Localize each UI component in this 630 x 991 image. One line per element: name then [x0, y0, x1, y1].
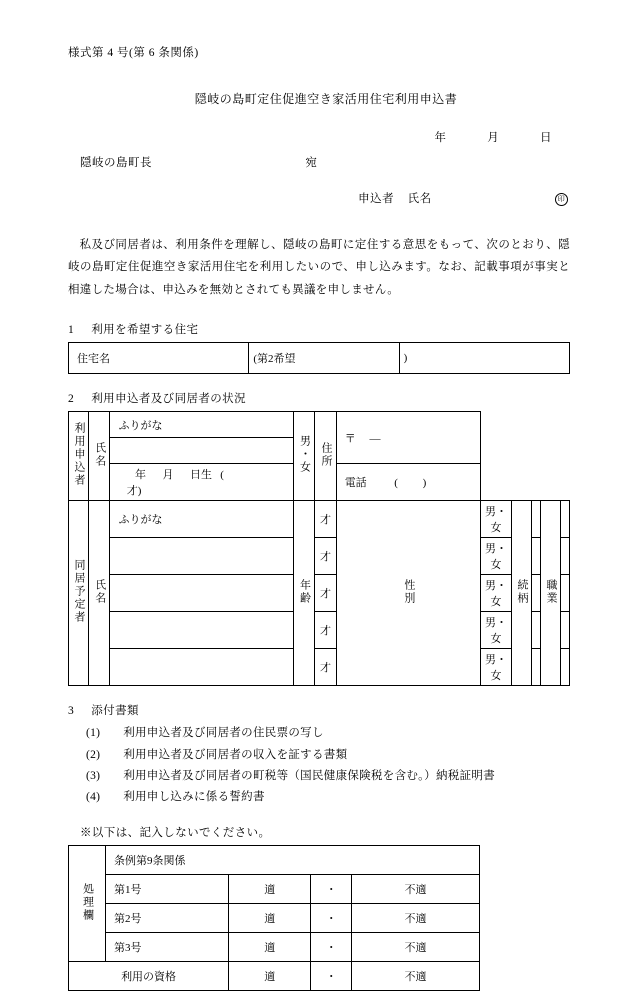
cohabitant-sex-3[interactable]: 男・女	[481, 575, 512, 612]
section2-number: 2	[68, 393, 75, 406]
ordinance-item-2-ok[interactable]: 適	[229, 904, 311, 933]
ordinance-item-1-ng[interactable]: 不適	[352, 875, 479, 904]
office-note: ※以下は、記入しないでください。	[80, 827, 271, 840]
ordinance-item-1-sep: ・	[311, 875, 352, 904]
date-year: 年	[434, 132, 447, 144]
table-row-applicant-furigana	[69, 412, 570, 438]
cohabitant-relation-1[interactable]	[532, 501, 541, 538]
applicant-label: 申込者	[358, 193, 395, 205]
document-title: 隠岐の島町定住促進空き家活用住宅利用申込書	[194, 92, 458, 106]
handling-vertical-label: 処理欄	[69, 846, 106, 962]
section2-title: 利用申込者及び同居者の状況	[91, 393, 246, 406]
sex-vertical-label: 性別	[336, 501, 480, 686]
list-item-text: 利用申込者及び同居者の住民票の写し	[123, 727, 324, 740]
list-item	[86, 723, 570, 744]
list-item-index: (4)	[86, 791, 101, 804]
table-row-qualification	[69, 962, 480, 991]
occupation-vertical-label: 職業	[541, 501, 561, 686]
cohabitant-relation-2[interactable]	[532, 538, 541, 575]
cohabitant-occupation-3[interactable]	[561, 575, 570, 612]
ordinance-item-2-label: 第2号	[105, 904, 228, 933]
table-row-ordinance-2	[69, 904, 480, 933]
housing-table	[68, 342, 570, 374]
addressee-row	[68, 154, 570, 170]
name-vertical-label: 氏名	[89, 412, 110, 501]
cohabitant-relation-5[interactable]	[532, 649, 541, 686]
list-item-text: 利用申込者及び同居者の町税等（国民健康保険税を含む。）納税証明書	[123, 769, 496, 782]
list-item-text: 利用申込者及び同居者の収入を証する書類	[123, 748, 348, 761]
cohabitant-sex-2[interactable]: 男・女	[481, 538, 512, 575]
date-month: 月	[487, 132, 500, 144]
list-item-index: (2)	[86, 748, 101, 761]
cohabitant-sex-5[interactable]: 男・女	[481, 649, 512, 686]
cohabitant-age-1[interactable]: 才	[315, 501, 336, 538]
cohabitant-name-4[interactable]	[110, 612, 293, 649]
applicant-name-field[interactable]	[110, 438, 293, 464]
cohabitant-relation-4[interactable]	[532, 612, 541, 649]
list-item-index: (3)	[86, 769, 101, 782]
date-day: 日	[540, 132, 552, 144]
relation-vertical-label: 続柄	[512, 501, 532, 686]
birthdate-field[interactable]: 年 月 日生 ( 才)	[110, 464, 293, 501]
table-row	[69, 343, 570, 374]
age-vertical-label: 年齢	[293, 501, 314, 686]
cohabitant-relation-3[interactable]	[532, 575, 541, 612]
qualification-ng[interactable]: 不適	[352, 962, 479, 991]
ordinance-item-2-ng[interactable]: 不適	[352, 904, 479, 933]
cohabitant-occupation-4[interactable]	[561, 612, 570, 649]
applicant-row	[68, 190, 570, 206]
cohabitant-occupation-5[interactable]	[561, 649, 570, 686]
ordinance-header: 条例第9条関係	[105, 846, 479, 875]
cohabitant-name-2[interactable]	[110, 538, 293, 575]
telephone-field[interactable]: 電話 ( )	[336, 464, 480, 501]
addressee-suffix: 宛	[305, 157, 318, 169]
list-item	[86, 787, 570, 808]
qualification-sep: ・	[311, 962, 352, 991]
ordinance-item-3-label: 第3号	[105, 933, 228, 962]
furigana-label: ふりがな	[110, 412, 293, 438]
section3-number: 3	[68, 705, 75, 718]
cohabitant-vertical-label: 同居予定者	[69, 501, 89, 686]
ordinance-item-3-ok[interactable]: 適	[229, 933, 311, 962]
section1-number: 1	[68, 324, 75, 337]
second-choice-close[interactable]: )	[399, 343, 569, 374]
gender-vertical-label[interactable]: 男・女	[293, 412, 314, 501]
seal-icon: 印	[555, 193, 568, 206]
cohabitant-age-5[interactable]: 才	[315, 649, 336, 686]
section2-heading	[68, 390, 570, 406]
table-row-ordinance-1	[69, 875, 480, 904]
cohabitant-sex-1[interactable]: 男・女	[481, 501, 512, 538]
qualification-ok[interactable]: 適	[229, 962, 311, 991]
applicant-status-table	[68, 411, 570, 686]
cohabitant-age-3[interactable]: 才	[315, 575, 336, 612]
table-row-cohabitant-2	[69, 538, 570, 575]
cohabitant-occupation-1[interactable]	[561, 501, 570, 538]
attachment-list	[68, 723, 570, 808]
office-use-table	[68, 845, 480, 991]
applicant-vertical-label: 利用申込者	[69, 412, 89, 501]
ordinance-item-1-label: 第1号	[105, 875, 228, 904]
ordinance-item-3-sep: ・	[311, 933, 352, 962]
qualification-label: 利用の資格	[69, 962, 229, 991]
list-item	[86, 766, 570, 787]
table-row-cohabitant-4	[69, 612, 570, 649]
cohabitant-name-vertical-label: 氏名	[89, 501, 110, 686]
date-line	[68, 129, 570, 145]
second-choice-open[interactable]: (第2希望	[249, 343, 399, 374]
section3-heading	[68, 702, 570, 718]
postal-code-field[interactable]: 〒 —	[336, 412, 480, 464]
cohabitant-age-2[interactable]: 才	[315, 538, 336, 575]
list-item-text: 利用申し込みに係る誓約書	[123, 791, 265, 804]
applicant-name-label: 氏名	[407, 193, 432, 205]
ordinance-item-1-ok[interactable]: 適	[229, 875, 311, 904]
section1-title: 利用を希望する住宅	[91, 324, 199, 337]
list-item	[86, 745, 570, 766]
ordinance-item-2-sep: ・	[311, 904, 352, 933]
section3-title: 添付書類	[91, 705, 139, 718]
cohabitant-name-5[interactable]	[110, 649, 293, 686]
table-row-cohabitant-5	[69, 649, 570, 686]
table-row-ordinance-3	[69, 933, 480, 962]
address-vertical-label: 住所	[315, 412, 336, 501]
table-row-cohabitant-1	[69, 501, 570, 538]
table-row-ordinance-header	[69, 846, 480, 875]
addressee: 隠岐の島町長	[80, 157, 152, 169]
cohabitant-name-3[interactable]	[110, 575, 293, 612]
cohabitant-occupation-2[interactable]	[561, 538, 570, 575]
body-paragraph: 私及び同居者は、利用条件を理解し、隠岐の島町に定住する意思をもって、次のとおり、隠岐の島町定住促進空き家活用住宅を利用したいので、申し込みます。なお、記載事項が事実と相違した場合は、申込みを無効とされても異議を申しません。	[68, 239, 570, 296]
cohabitant-age-4[interactable]: 才	[315, 612, 336, 649]
cohabitant-furigana-label: ふりがな	[110, 501, 293, 538]
house-name-label: 住宅名	[69, 343, 249, 374]
form-number: 様式第 4 号(第 6 条関係)	[68, 47, 199, 59]
ordinance-item-3-ng[interactable]: 不適	[352, 933, 479, 962]
list-item-index: (1)	[86, 727, 101, 740]
cohabitant-sex-4[interactable]: 男・女	[481, 612, 512, 649]
table-row-cohabitant-3	[69, 575, 570, 612]
section1-heading	[68, 321, 570, 337]
